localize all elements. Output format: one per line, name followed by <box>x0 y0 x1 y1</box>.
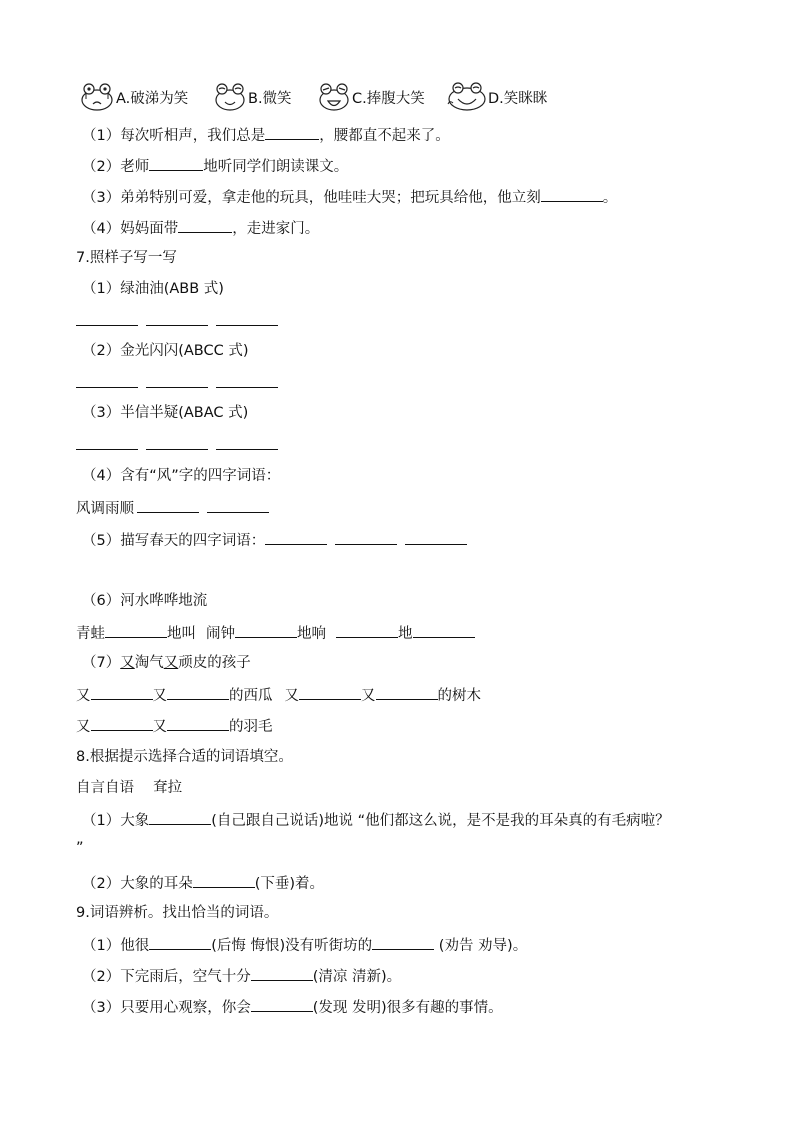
answer-blank[interactable] <box>146 372 208 388</box>
answer-blank[interactable] <box>251 965 313 981</box>
option-c-label: C.捧腹大笑 <box>352 90 425 107</box>
answer-blank[interactable] <box>193 872 255 888</box>
q7-blanks-3 <box>76 434 278 456</box>
answer-blank[interactable] <box>91 715 153 731</box>
q9-sentence-2: （2）下完雨后，空气十分 (清凉 清新)。 <box>82 965 401 987</box>
q7-blanks-4 <box>76 497 269 519</box>
option-d-label: D.笑眯眯 <box>488 90 548 107</box>
q9-title: 9.词语辨析。找出恰当的词语。 <box>76 905 279 921</box>
q7-blanks-2 <box>76 372 278 394</box>
option-a-label: A.破涕为笑 <box>116 90 189 107</box>
q7-blanks-7a: 又 又 的西瓜 又 又 的树木 <box>76 684 481 706</box>
q7-blanks-6: 青蛙 地叫 闹钟 地响 地 <box>76 622 475 644</box>
answer-blank[interactable] <box>149 934 211 950</box>
q9-sentence-1: （1）他很 (后悔 悔恨)没有听街坊的 (劝告 劝导)。 <box>82 934 527 956</box>
answer-blank[interactable] <box>216 310 278 326</box>
answer-blank[interactable] <box>265 529 327 545</box>
q7-prompt-3: （3）半信半疑(ABAC 式) <box>82 405 249 421</box>
q6-sentence-2: （2）老师 地听同学们朗读课文。 <box>82 155 348 177</box>
q8-sentence-1-end: ” <box>76 840 84 856</box>
frog-laughing-icon <box>316 82 352 112</box>
q8-word-bank: 自言自语 耷拉 <box>76 780 183 796</box>
q6-sentence-3: （3）弟弟特别可爱，拿走他的玩具，他哇哇大哭；把玩具给他，他立刻 。 <box>82 186 617 208</box>
q7-prompt-4: （4）含有“风”字的四字词语： <box>82 468 281 484</box>
frog-smiling-icon <box>212 82 248 112</box>
q7-blanks-1 <box>76 310 278 332</box>
answer-blank[interactable] <box>149 155 203 171</box>
answer-blank[interactable] <box>251 996 313 1012</box>
answer-blank[interactable] <box>167 715 229 731</box>
option-b-label: B.微笑 <box>248 90 292 107</box>
option-d <box>446 82 547 112</box>
answer-blank[interactable] <box>335 529 397 545</box>
answer-blank[interactable] <box>413 622 475 638</box>
example-idiom: 风调雨顺 <box>76 501 134 517</box>
answer-blank[interactable] <box>405 529 467 545</box>
q7-blanks-7b: 又 又 的羽毛 <box>76 715 273 737</box>
answer-blank[interactable] <box>178 217 232 233</box>
answer-blank[interactable] <box>105 622 167 638</box>
q7-title: 7.照样子写一写 <box>76 250 177 266</box>
answer-blank[interactable] <box>149 809 211 825</box>
answer-blank[interactable] <box>76 434 138 450</box>
q6-sentence-1: （1）每次听相声，我们总是 ，腰都直不起来了。 <box>82 124 450 146</box>
q8-sentence-2: （2）大象的耳朵 (下垂)着。 <box>82 872 324 894</box>
answer-blank[interactable] <box>336 622 398 638</box>
answer-blank[interactable] <box>146 434 208 450</box>
answer-blank[interactable] <box>299 684 361 700</box>
answer-blank[interactable] <box>265 124 319 140</box>
answer-blank[interactable] <box>137 497 199 513</box>
answer-blank[interactable] <box>376 684 438 700</box>
answer-blank[interactable] <box>216 434 278 450</box>
answer-blank[interactable] <box>146 310 208 326</box>
answer-blank[interactable] <box>541 186 603 202</box>
q6-sentence-4: （4）妈妈面带 ，走进家门。 <box>82 217 319 239</box>
frog-grinning-icon <box>446 82 488 112</box>
q7-prompt-2: （2）金光闪闪(ABCC 式) <box>82 343 249 359</box>
q7-prompt-7: （7）又淘气又顽皮的孩子 <box>82 655 251 671</box>
answer-blank[interactable] <box>91 684 153 700</box>
q9-sentence-3: （3）只要用心观察，你会 (发现 发明)很多有趣的事情。 <box>82 996 503 1018</box>
answer-blank[interactable] <box>207 497 269 513</box>
frog-crying-icon <box>78 82 116 112</box>
answer-blank[interactable] <box>167 684 229 700</box>
q7-prompt-1: （1）绿油油(ABB 式) <box>82 281 224 297</box>
answer-blank[interactable] <box>372 934 434 950</box>
answer-blank[interactable] <box>76 372 138 388</box>
q7-prompt-5: （5）描写春天的四字词语： <box>82 529 467 551</box>
option-c <box>316 82 425 112</box>
q7-prompt-6: （6）河水哗哗地流 <box>82 593 208 609</box>
answer-blank[interactable] <box>76 310 138 326</box>
q8-title: 8.根据提示选择合适的词语填空。 <box>76 749 293 765</box>
option-a <box>78 82 188 112</box>
q8-sentence-1: （1）大象 (自己跟自己说话)地说 “他们都这么说，是不是我的耳朵真的有毛病啦？ <box>82 809 670 831</box>
answer-blank[interactable] <box>216 372 278 388</box>
answer-blank[interactable] <box>235 622 297 638</box>
option-b <box>212 82 292 112</box>
